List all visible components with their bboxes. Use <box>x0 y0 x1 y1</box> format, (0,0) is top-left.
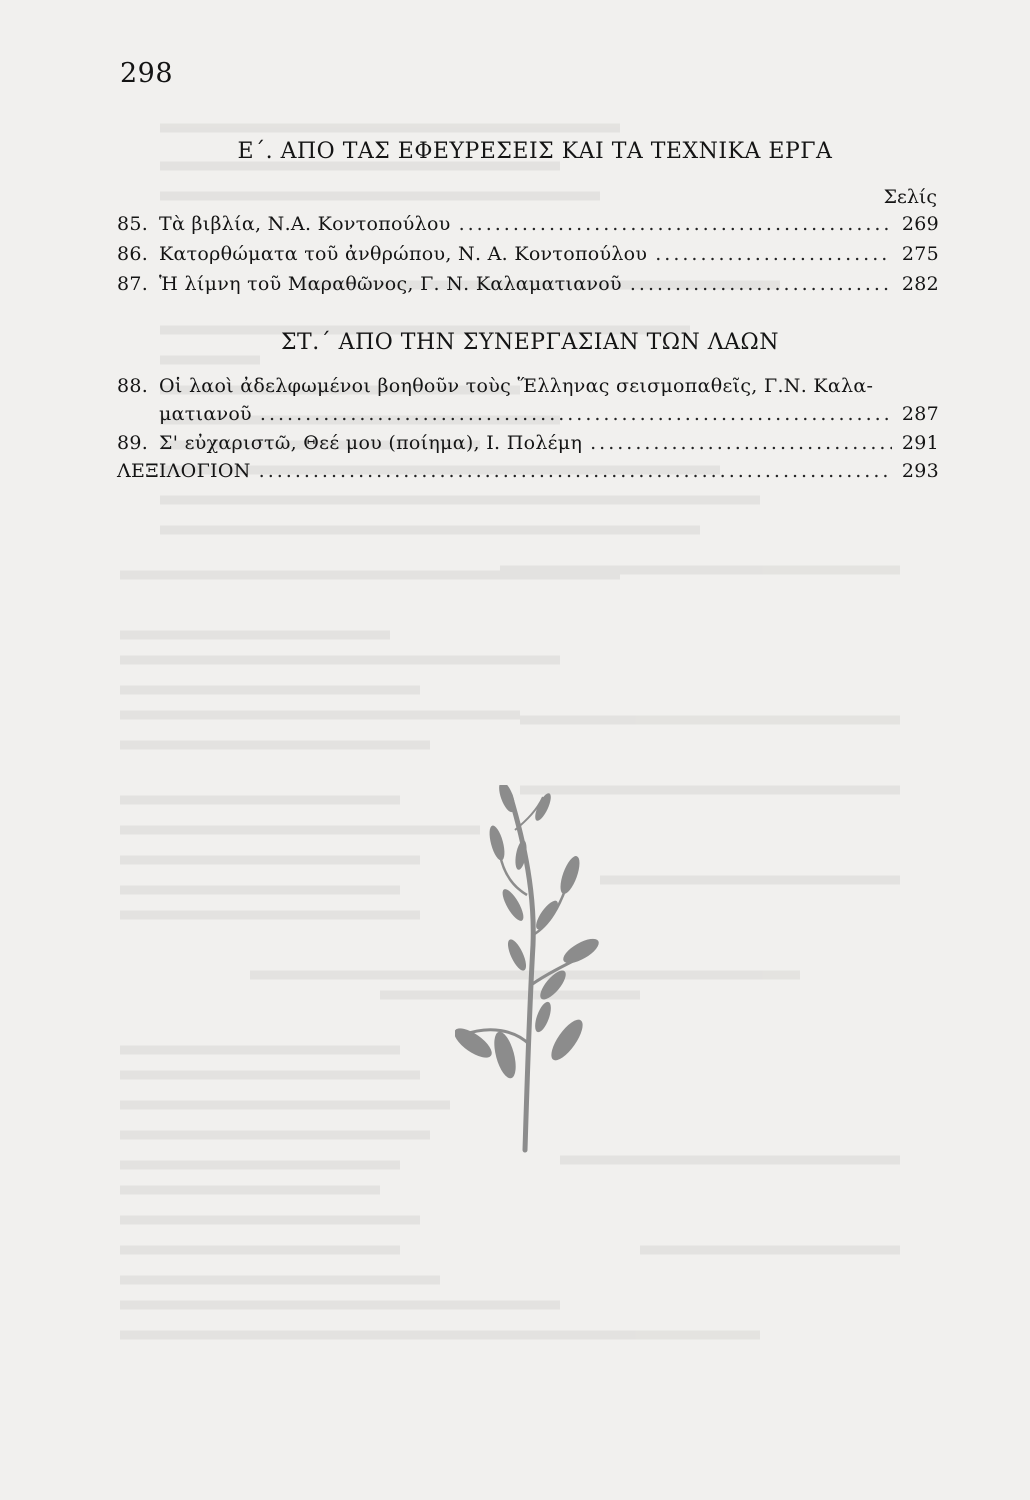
entry-number: 85. <box>117 213 149 235</box>
toc-entry <box>117 375 939 397</box>
dot-leader <box>459 213 892 235</box>
toc-entry <box>117 213 939 235</box>
dot-leader <box>655 243 892 265</box>
entry-page: 269 <box>901 213 939 235</box>
plant-sprig-icon <box>455 785 605 1155</box>
entry-page: 282 <box>901 273 939 295</box>
entry-title: Ἡ λίμνη τοῦ Μαραθῶνος, Γ. Ν. Καλαματιανοῦ <box>159 273 622 295</box>
dot-leader <box>590 432 892 454</box>
entry-page: 293 <box>901 460 939 482</box>
entry-page: 291 <box>901 432 939 454</box>
entry-title: Σ' εὐχαριστῶ, Θεέ μου (ποίημα), Ι. Πολέμη <box>159 432 583 454</box>
section-title-e: Ε΄. ΑΠΟ ΤΑΣ ΕΦΕΥΡΕΣΕΙΣ ΚΑΙ ΤΑ ΤΕΧΝΙΚΑ ΕΡΓΑ <box>237 139 833 164</box>
section-title-st: ΣΤ.΄ ΑΠΟ ΤΗΝ ΣΥΝΕΡΓΑΣΙΑΝ ΤΩΝ ΛΑΩΝ <box>280 330 780 355</box>
entry-title: Τὰ βιβλία, Ν.Α. Κοντοπούλου <box>159 213 451 235</box>
entry-page: 275 <box>901 243 939 265</box>
toc-entry <box>117 243 939 265</box>
toc-entry-glossary <box>117 460 939 482</box>
entry-number: 87. <box>117 273 149 295</box>
toc-entry-continuation <box>159 403 939 425</box>
entry-page: 287 <box>901 403 939 425</box>
dot-leader <box>259 460 892 482</box>
entry-number: 89. <box>117 432 149 454</box>
entry-title: Κατορθώματα τοῦ ἀνθρώπου, Ν. Α. Κοντοπούλου <box>159 243 648 265</box>
entry-title: ΛΕΞΙΛΟΓΙΟΝ <box>117 460 251 482</box>
entry-title-continuation: ματιανοῦ <box>159 403 252 425</box>
toc-entry <box>117 273 939 295</box>
entry-title: Οἱ λαοὶ ἀδελφωμένοι βοηθοῦν τοὺς Ἕλληνας σεισμοπαθεῖς, Γ.Ν. Καλα- <box>159 375 874 397</box>
page-number: 298 <box>120 58 174 89</box>
toc-entry <box>117 432 939 454</box>
column-header-pages: Σελίς <box>883 186 937 208</box>
dot-leader <box>630 273 892 295</box>
entry-number: 86. <box>117 243 149 265</box>
entry-number: 88. <box>117 375 149 397</box>
dot-leader <box>260 403 892 425</box>
